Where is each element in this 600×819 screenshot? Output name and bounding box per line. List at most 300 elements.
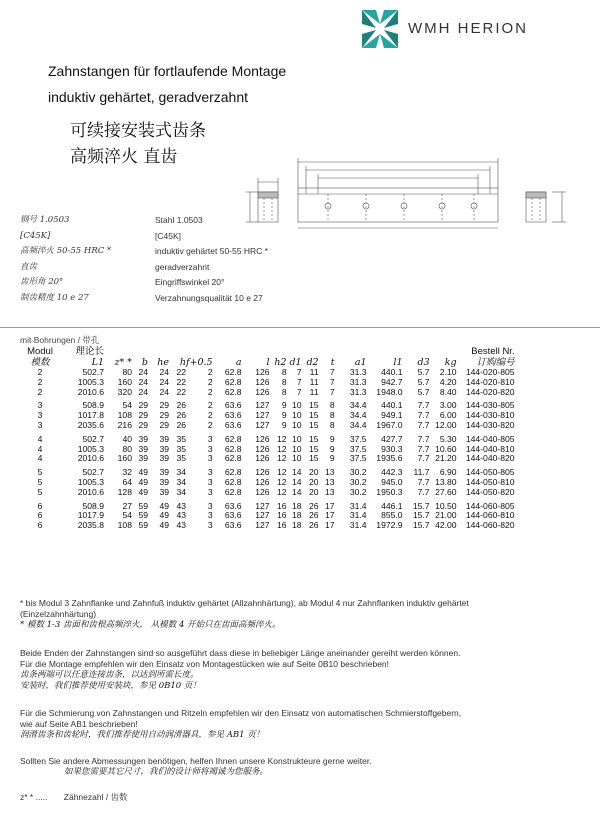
col-head: Bestell Nr. (471, 345, 515, 357)
table-cell: 12.00 (435, 419, 457, 430)
col-head: d3 (417, 356, 430, 368)
table-cell: 8 (329, 419, 335, 430)
table-cell: 80 (122, 443, 132, 454)
table-cell: 24 (159, 376, 169, 387)
table-cell: 7 (296, 376, 302, 387)
table-cell: 40 (122, 433, 132, 444)
table-row (18, 421, 515, 431)
table-cell: 29 (159, 410, 169, 421)
table-cell: 15.7 (412, 520, 430, 531)
table-cell: 144-030-805 (465, 400, 515, 411)
table-cell: 2010.6 (77, 453, 104, 464)
table-cell: 446.1 (381, 500, 403, 511)
table-cell: 26 (176, 410, 186, 421)
table-cell: 9 (329, 433, 335, 444)
table-cell: 127 (255, 510, 270, 521)
table-cell: 49 (159, 500, 169, 511)
z-text: Zähnezahl / 齿数 (63, 792, 128, 802)
table-cell: 43 (176, 510, 186, 521)
table-cell: 3 (207, 500, 213, 511)
col-head: 订购编号 (476, 356, 515, 368)
table-cell: 39 (159, 443, 169, 454)
table-cell: 31.4 (349, 510, 367, 521)
table-cell: 6.90 (439, 467, 457, 478)
table-cell: 502.7 (82, 433, 104, 444)
table-cell: 855.0 (381, 510, 403, 521)
table-cell: 59 (138, 510, 148, 521)
table-cell: 62.8 (224, 386, 242, 397)
col-head: h2 (274, 356, 287, 368)
table-cell: 17 (325, 500, 335, 511)
table-cell: 24 (138, 376, 148, 387)
bohrungen-label: mit Bohrungen / 带孔 (20, 335, 100, 345)
table-cell: 144-060-810 (465, 510, 515, 521)
table-cell: 34.4 (349, 400, 367, 411)
table-cell: 10 (292, 443, 302, 454)
table-cell: 7 (329, 367, 335, 377)
spec-cn-teeth: 直齿 (20, 261, 38, 272)
table-cell: 7.7 (417, 410, 430, 421)
table-cell: 8.40 (439, 386, 457, 397)
note-text-cn: 安装时，我们推荐使用安装块，参见 0B10 页！ (20, 681, 201, 691)
divider (0, 327, 600, 328)
table-cell: 32 (122, 467, 132, 478)
col-head: l (266, 356, 270, 368)
spec-de-steel: Stahl 1.0503 (155, 215, 203, 225)
table-cell: 5.7 (417, 376, 430, 387)
col-head: he (157, 356, 169, 368)
col-head: 模数 (30, 356, 50, 368)
table-cell: 9 (281, 410, 287, 421)
table-cell: 62.8 (224, 367, 242, 377)
table-cell: 8 (329, 410, 335, 421)
table-cell: 5.7 (417, 367, 430, 377)
table-row (18, 521, 515, 531)
table-cell: 35 (176, 433, 186, 444)
table-cell: 24 (159, 367, 169, 377)
table-cell: 10 (292, 419, 302, 430)
table-cell: 144-040-805 (465, 433, 515, 444)
note-text: Beide Enden der Zahnstangen sind so ausgeführt dass diese in beliebiger Länge aneinander gereiht werden können. (20, 648, 461, 658)
note-text: Sollten Sie andere Abmessungen benötigen, helfen Ihnen unsere Konstrukteure gerne weiter. (20, 756, 372, 766)
table-cell: 6 (37, 520, 43, 531)
table-cell: 1948.0 (376, 386, 403, 397)
table-cell: 35 (176, 453, 186, 464)
table-cell: 126 (255, 376, 270, 387)
table-cell: 26 (309, 500, 319, 511)
note-hardening (20, 598, 469, 631)
table-cell: 30.2 (349, 486, 367, 497)
table-cell: 63.6 (224, 400, 242, 411)
table-cell: 4 (37, 453, 43, 464)
table-cell: 2 (207, 367, 213, 377)
col-head: h (179, 356, 186, 368)
note-text: Für die Schmierung von Zahnstangen und Ritzeln empfehlen wir den Einsatz von automatischen Schmierstoffgebern, (20, 708, 462, 718)
table-cell: 34.4 (349, 410, 367, 421)
note-text-cn: 润滑齿条和齿轮时，我们推荐使用自动润滑器具，参见 AB1 页！ (20, 730, 265, 740)
table-cell: 2 (37, 376, 43, 387)
table-cell: 2 (207, 419, 213, 430)
col-head: Modul (27, 345, 53, 357)
table-cell: 7.7 (417, 486, 430, 497)
table-cell: 37.5 (349, 443, 367, 454)
table-cell: 7.7 (417, 400, 430, 411)
table-cell: 3 (207, 476, 213, 487)
table-cell: 13 (325, 476, 335, 487)
table-cell: 42.00 (435, 520, 457, 531)
table-cell: 5.7 (417, 386, 430, 397)
table-cell: 63.6 (224, 520, 242, 531)
table-cell: 15 (309, 419, 319, 430)
table-cell: 64 (122, 476, 132, 487)
table-header-row (18, 346, 515, 357)
title-cn-2: 高频淬火 直齿 (70, 147, 178, 167)
spec-de-quality: Verzahnungsqualität 10 e 27 (155, 292, 263, 303)
table-row (18, 488, 515, 498)
table-cell: 440.1 (381, 367, 403, 377)
table-cell: 144-040-810 (465, 443, 515, 454)
table-cell: 15.7 (412, 500, 430, 511)
col-head: t (330, 356, 335, 368)
table-cell: 16 (277, 510, 287, 521)
note-text-cn: 齿条两端可以任意连接齿条，以达到所需长度。 (20, 670, 199, 680)
table-cell: 43 (176, 500, 186, 511)
table-cell: 126 (255, 367, 270, 377)
note-teeth-count (20, 792, 128, 803)
table-cell: 27 (122, 500, 132, 511)
table-cell: 144-040-820 (465, 453, 515, 464)
table-cell: 35 (176, 443, 186, 454)
table-cell: 62.8 (224, 486, 242, 497)
table-cell: 10 (292, 433, 302, 444)
spec-chinese (20, 214, 111, 307)
col-head: a1 (354, 356, 367, 368)
table-cell: 39 (138, 453, 148, 464)
table-cell: 1967.0 (376, 419, 403, 430)
table-cell: 59 (138, 500, 148, 511)
table-cell: 18 (292, 520, 302, 531)
table-cell: 14 (292, 467, 302, 478)
note-dimensions (20, 756, 372, 778)
table-cell: 144-030-810 (465, 410, 515, 421)
spec-cn-angle: 齿形角 20° (20, 277, 64, 287)
table-cell: 160 (117, 376, 132, 387)
spec-de-grade: [C45K] (155, 230, 181, 241)
table-cell: 12 (277, 476, 287, 487)
table-cell: 62.8 (224, 476, 242, 487)
table-cell: 3 (207, 486, 213, 497)
table-cell: 126 (255, 486, 270, 497)
spec-cn-steel: 钢号 1.0503 (20, 215, 70, 225)
table-cell: 144-060-805 (465, 500, 515, 511)
col-head: kg (444, 356, 457, 368)
table-cell: 24 (159, 386, 169, 397)
table-cell: 2035.6 (77, 419, 104, 430)
table-cell: 34 (176, 467, 186, 478)
table-cell: 39 (159, 433, 169, 444)
table-cell: 144-030-820 (465, 419, 515, 430)
table-cell: 4.20 (439, 376, 457, 387)
table-cell: 5 (37, 467, 43, 478)
table-cell: 11 (309, 376, 319, 387)
table-cell: 15 (309, 410, 319, 421)
table-cell: 144-050-805 (465, 467, 515, 478)
title-cn-1: 可续接安装式齿条 (70, 121, 206, 141)
table-cell: 2010.6 (77, 386, 104, 397)
table-cell: 62.8 (224, 433, 242, 444)
table-cell: 31.3 (349, 367, 367, 377)
table-cell: 108 (117, 520, 132, 531)
table-cell: 30.2 (349, 467, 367, 478)
table-cell: 2010.6 (77, 486, 104, 497)
table-cell: 26 (309, 520, 319, 531)
table-cell: 10 (292, 400, 302, 411)
col-head: f+0.5 (186, 356, 213, 368)
table-cell: 144-050-820 (465, 486, 515, 497)
table-cell: 21.00 (435, 510, 457, 521)
table-cell: 49 (159, 510, 169, 521)
table-cell: 144-060-820 (465, 520, 515, 531)
col-head: b (141, 356, 148, 368)
table-cell: 127 (255, 500, 270, 511)
table-cell: 2 (207, 376, 213, 387)
spec-cn-quality: 制齿精度 10 e 27 (20, 292, 89, 303)
table-cell: 15 (309, 433, 319, 444)
spec-cn-grade: [C45K] (20, 230, 51, 241)
table-cell: 37.5 (349, 453, 367, 464)
table-cell: 20 (309, 486, 319, 497)
table-cell: 26 (176, 400, 186, 411)
table-cell: 30.2 (349, 476, 367, 487)
table-cell: 10 (292, 410, 302, 421)
table-cell: 16 (277, 520, 287, 531)
table-cell: 5 (37, 476, 43, 487)
table-cell: 29 (138, 419, 148, 430)
table-cell: 320 (117, 386, 132, 397)
table-cell: 31.4 (349, 520, 367, 531)
table-cell: 24 (138, 386, 148, 397)
note-text: wie auf Seite AB1 beschrieben! (20, 719, 138, 729)
table-cell: 7 (296, 386, 302, 397)
spec-cn-hardness: 高频淬火 50-55 HRC * (20, 246, 112, 256)
table-cell: 942.7 (381, 376, 403, 387)
table-cell: 1935.6 (376, 453, 403, 464)
herion-x-logo-icon (358, 6, 402, 52)
note-text: Für die Montage empfehlen wir den Einsatz von Montagestücken wie auf Seite 0B10 beschrieben! (20, 659, 390, 669)
table-cell: 3 (207, 467, 213, 478)
table-cell: 6 (37, 510, 43, 521)
table-cell: 2.10 (439, 367, 457, 377)
spec-de-teeth: geradverzahnt (155, 261, 210, 272)
table-cell: 108 (117, 410, 132, 421)
table-cell: 128 (117, 486, 132, 497)
table-cell: 502.7 (82, 467, 104, 478)
table-cell: 29 (159, 419, 169, 430)
table-cell: 1017.8 (77, 410, 104, 421)
table-cell: 12 (277, 467, 287, 478)
table-cell: 11 (309, 367, 319, 377)
table-cell: 37.5 (349, 433, 367, 444)
table-cell: 3 (207, 510, 213, 521)
table-cell: 49 (138, 476, 148, 487)
table-cell: 7.7 (417, 443, 430, 454)
table-cell: 1972.9 (376, 520, 403, 531)
table-cell: 1005.3 (77, 443, 104, 454)
table-cell: 16 (277, 500, 287, 511)
table-cell: 12 (277, 486, 287, 497)
table-cell: 144-020-820 (465, 386, 515, 397)
table-cell: 20 (309, 467, 319, 478)
table-cell: 39 (159, 486, 169, 497)
col-head: 理论长 (75, 345, 104, 357)
table-cell: 14 (292, 476, 302, 487)
table-cell: 3 (37, 400, 43, 411)
table-cell: 54 (122, 510, 132, 521)
table-cell: 7.7 (417, 419, 430, 430)
table-cell: 31.3 (349, 386, 367, 397)
note-text: (Einzelzahnhärtung) (20, 609, 97, 619)
table-cell: 11 (309, 386, 319, 397)
brand-name: WMH HERION (408, 20, 528, 37)
table-cell: 9 (281, 419, 287, 430)
table-cell: 49 (138, 467, 148, 478)
table-cell: 949.1 (381, 410, 403, 421)
table-cell: 126 (255, 467, 270, 478)
rack-technical-drawing (226, 154, 586, 239)
title-line-1: Zahnstangen für fortlaufende Montage (48, 63, 287, 79)
table-cell: 3 (207, 453, 213, 464)
table-cell: 5 (37, 486, 43, 497)
table-cell: 26 (309, 510, 319, 521)
table-cell: 4 (37, 443, 43, 454)
table-cell: 945.0 (381, 476, 403, 487)
spec-de-angle: Eingriffswinkel 20° (155, 277, 225, 287)
table-cell: 1005.3 (77, 476, 104, 487)
table-cell: 442.3 (381, 467, 403, 478)
table-cell: 9 (329, 443, 335, 454)
table-cell: 54 (122, 400, 132, 411)
table-cell: 126 (255, 453, 270, 464)
table-cell: 144-020-805 (465, 367, 515, 377)
table-cell: 59 (138, 520, 148, 531)
table-cell: 2 (207, 386, 213, 397)
table-cell: 2 (37, 367, 43, 377)
table-cell: 127 (255, 410, 270, 421)
table-cell: 39 (138, 433, 148, 444)
col-head: L1 (91, 356, 104, 368)
table-body (18, 368, 515, 531)
table-cell: 34.4 (349, 419, 367, 430)
table-cell: 9 (329, 453, 335, 464)
table-cell: 80 (122, 367, 132, 377)
rack-table (18, 346, 515, 531)
table-cell: 10.50 (435, 500, 457, 511)
table-cell: 3 (37, 419, 43, 430)
col-head: l1 (393, 356, 403, 368)
table-row (18, 454, 515, 464)
table-cell: 49 (159, 520, 169, 531)
table-cell: 15.7 (412, 510, 430, 521)
table-cell: 22 (176, 367, 186, 377)
table-cell: 31.4 (349, 500, 367, 511)
table-cell: 502.7 (82, 367, 104, 377)
table-cell: 63.6 (224, 419, 242, 430)
table-cell: 29 (138, 410, 148, 421)
table-cell: 13.80 (435, 476, 457, 487)
table-cell: 1017.9 (77, 510, 104, 521)
table-cell: 127 (255, 419, 270, 430)
table-cell: 144-050-810 (465, 476, 515, 487)
table-cell: 7.7 (417, 433, 430, 444)
table-cell: 29 (138, 400, 148, 411)
table-cell: 15 (309, 443, 319, 454)
table-cell: 3 (207, 433, 213, 444)
table-cell: 22 (176, 386, 186, 397)
table-cell: 508.9 (82, 500, 104, 511)
spec-german (155, 214, 268, 307)
note-text-cn: * 模数 1-3 齿面和齿根高频淬火， 从模数 4 开始只在齿面高频淬火。 (20, 620, 281, 630)
col-head: z* * (114, 356, 132, 368)
table-cell: 7.7 (417, 453, 430, 464)
table-cell: 39 (159, 467, 169, 478)
table-cell: 8 (281, 367, 287, 377)
table-cell: 39 (159, 476, 169, 487)
note-mounting (20, 648, 460, 692)
table-cell: 3 (207, 520, 213, 531)
table-cell: 9 (281, 400, 287, 411)
table-cell: 126 (255, 386, 270, 397)
table-cell: 62.8 (224, 443, 242, 454)
table-cell: 427.7 (381, 433, 403, 444)
table-cell: 2035.8 (77, 520, 104, 531)
table-cell: 21.20 (435, 453, 457, 464)
table-cell: 10 (292, 453, 302, 464)
table-cell: 126 (255, 443, 270, 454)
note-lubrication (20, 708, 461, 741)
table-cell: 508.9 (82, 400, 104, 411)
table-cell: 127 (255, 400, 270, 411)
table-row (18, 388, 515, 398)
note-text: * bis Modul 3 Zahnflanke und Zahnfuß induktiv gehärtet (Allzahnhärtung), ab Modul 4 nur Zahnflanken induktiv gehärtet (20, 598, 469, 608)
table-cell: 63.6 (224, 500, 242, 511)
table-cell: 6 (37, 500, 43, 511)
table-cell: 49 (138, 486, 148, 497)
table-cell: 1950.3 (376, 486, 403, 497)
table-cell: 13 (325, 467, 335, 478)
table-cell: 15 (309, 400, 319, 411)
table-cell: 24 (138, 367, 148, 377)
table-cell: 930.3 (381, 443, 403, 454)
table-cell: 3 (37, 410, 43, 421)
table-cell: 2 (37, 386, 43, 397)
table-cell: 27.60 (435, 486, 457, 497)
table-cell: 10.60 (435, 443, 457, 454)
table-cell: 7 (296, 367, 302, 377)
table-cell: 43 (176, 520, 186, 531)
table-cell: 3 (207, 443, 213, 454)
brand-logo (358, 6, 588, 52)
table-cell: 160 (117, 453, 132, 464)
table-cell: 18 (292, 500, 302, 511)
table-cell: 6.00 (439, 410, 457, 421)
table-cell: 62.8 (224, 376, 242, 387)
table-cell: 29 (159, 400, 169, 411)
table-cell: 62.8 (224, 453, 242, 464)
table-cell: 12 (277, 443, 287, 454)
table-cell: 62.8 (224, 467, 242, 478)
spec-de-hardness: induktiv gehärtet 50-55 HRC * (155, 246, 268, 256)
table-cell: 22 (176, 376, 186, 387)
